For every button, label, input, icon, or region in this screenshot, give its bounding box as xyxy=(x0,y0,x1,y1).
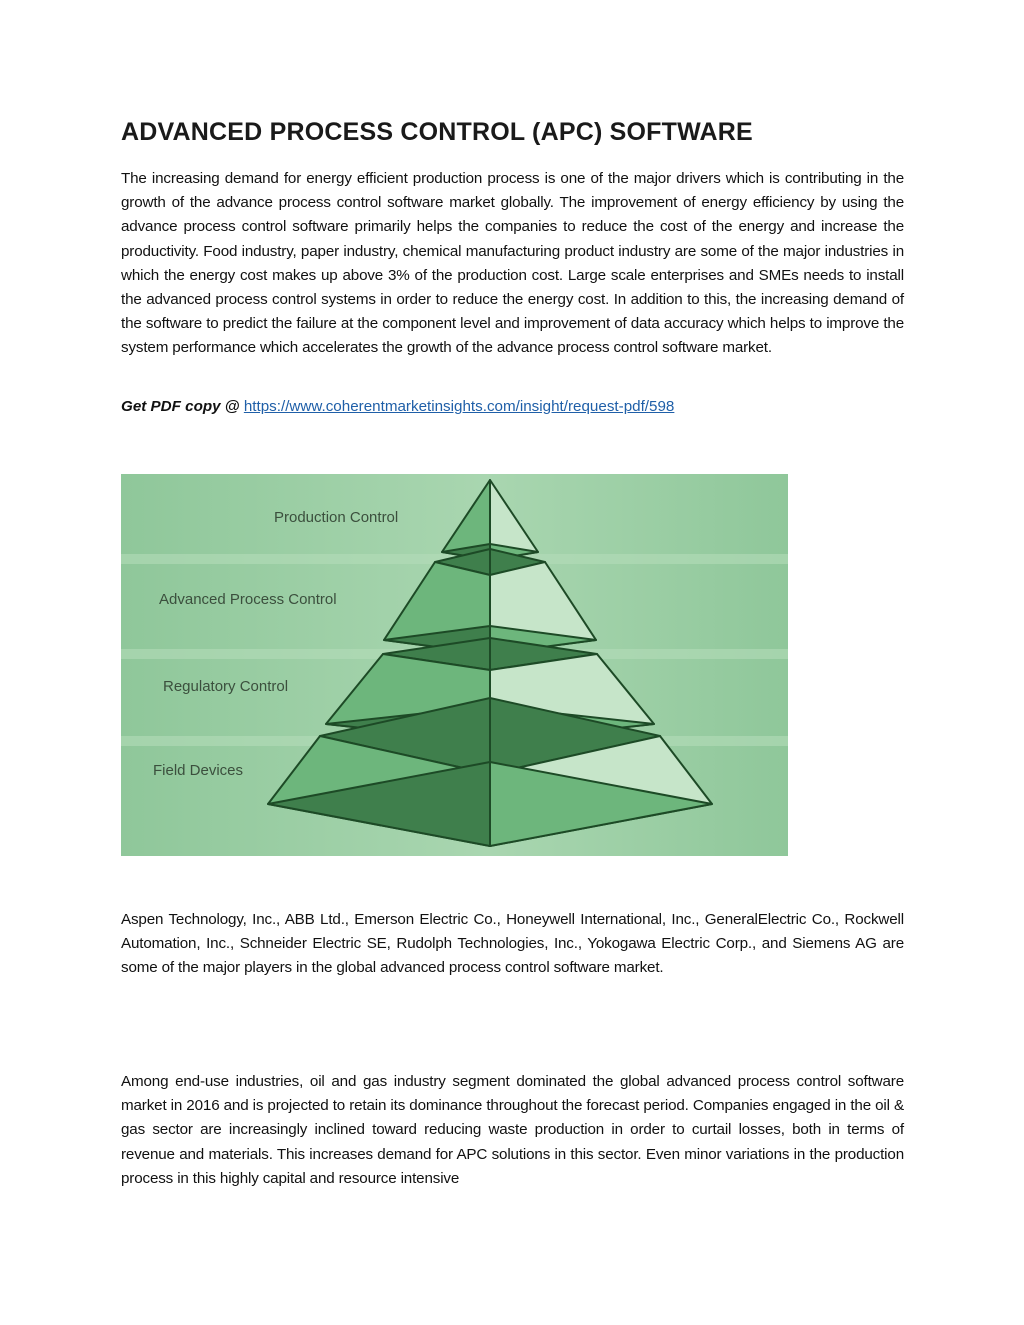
label-regulatory-control: Regulatory Control xyxy=(163,678,289,695)
pdf-copy-label: Get PDF copy @ xyxy=(121,398,240,415)
end-use-paragraph: Among end-use industries, oil and gas industry segment dominated the global advanced process control software market in 2016 and is projected to retain its dominance throughout the forecast period. Companies engaged in the oil & gas sector are increasingly inclined toward reducing waste production in order to curtail losses, both in terms of revenue and materials. This increases demand for APC solutions in this sector. Even minor variations in the production process in this highly capital and resource intensive xyxy=(121,1073,904,1187)
apc-pyramid-figure xyxy=(121,474,788,856)
intro-paragraph: The increasing demand for energy efficient production process is one of the major drivers which is contributing in the growth of the advance process control software market globally. The improvement of energy efficiency by using the advance process control software primarily helps the companies to reduce the cost of the energy and increase the productivity. Food industry, paper industry, chemical manufacturing product industry are some of the major industries in which the energy cost makes up above 3% of the production cost. Large scale enterprises and SMEs needs to install the advanced process control systems in order to reduce the energy cost. In addition to this, the increasing demand of the software to predict the failure at the component level and improvement of data accuracy which helps to improve the system performance which accelerates the growth of the advance process control software market. xyxy=(121,170,904,357)
pyramid-diagram xyxy=(121,474,788,856)
label-field-devices: Field Devices xyxy=(153,762,244,779)
pdf-copy-line xyxy=(121,398,674,415)
label-production-control: Production Control xyxy=(274,509,399,526)
pdf-request-link[interactable]: https://www.coherentmarketinsights.com/insight/request-pdf/598 xyxy=(243,398,675,415)
label-advanced-process-control: Advanced Process Control xyxy=(159,591,337,608)
key-players-paragraph: Aspen Technology, Inc., ABB Ltd., Emerson Electric Co., Honeywell International, Inc., GeneralElectric Co., Rockwell Automation, Inc., Schneider Electric SE, Rudolph Technologies, Inc., Yokogawa Electric Corp., and Siemens AG are some of the major players in the global advanced process control software market. xyxy=(121,911,904,977)
page-title: ADVANCED PROCESS CONTROL (APC) SOFTWARE xyxy=(121,118,753,146)
